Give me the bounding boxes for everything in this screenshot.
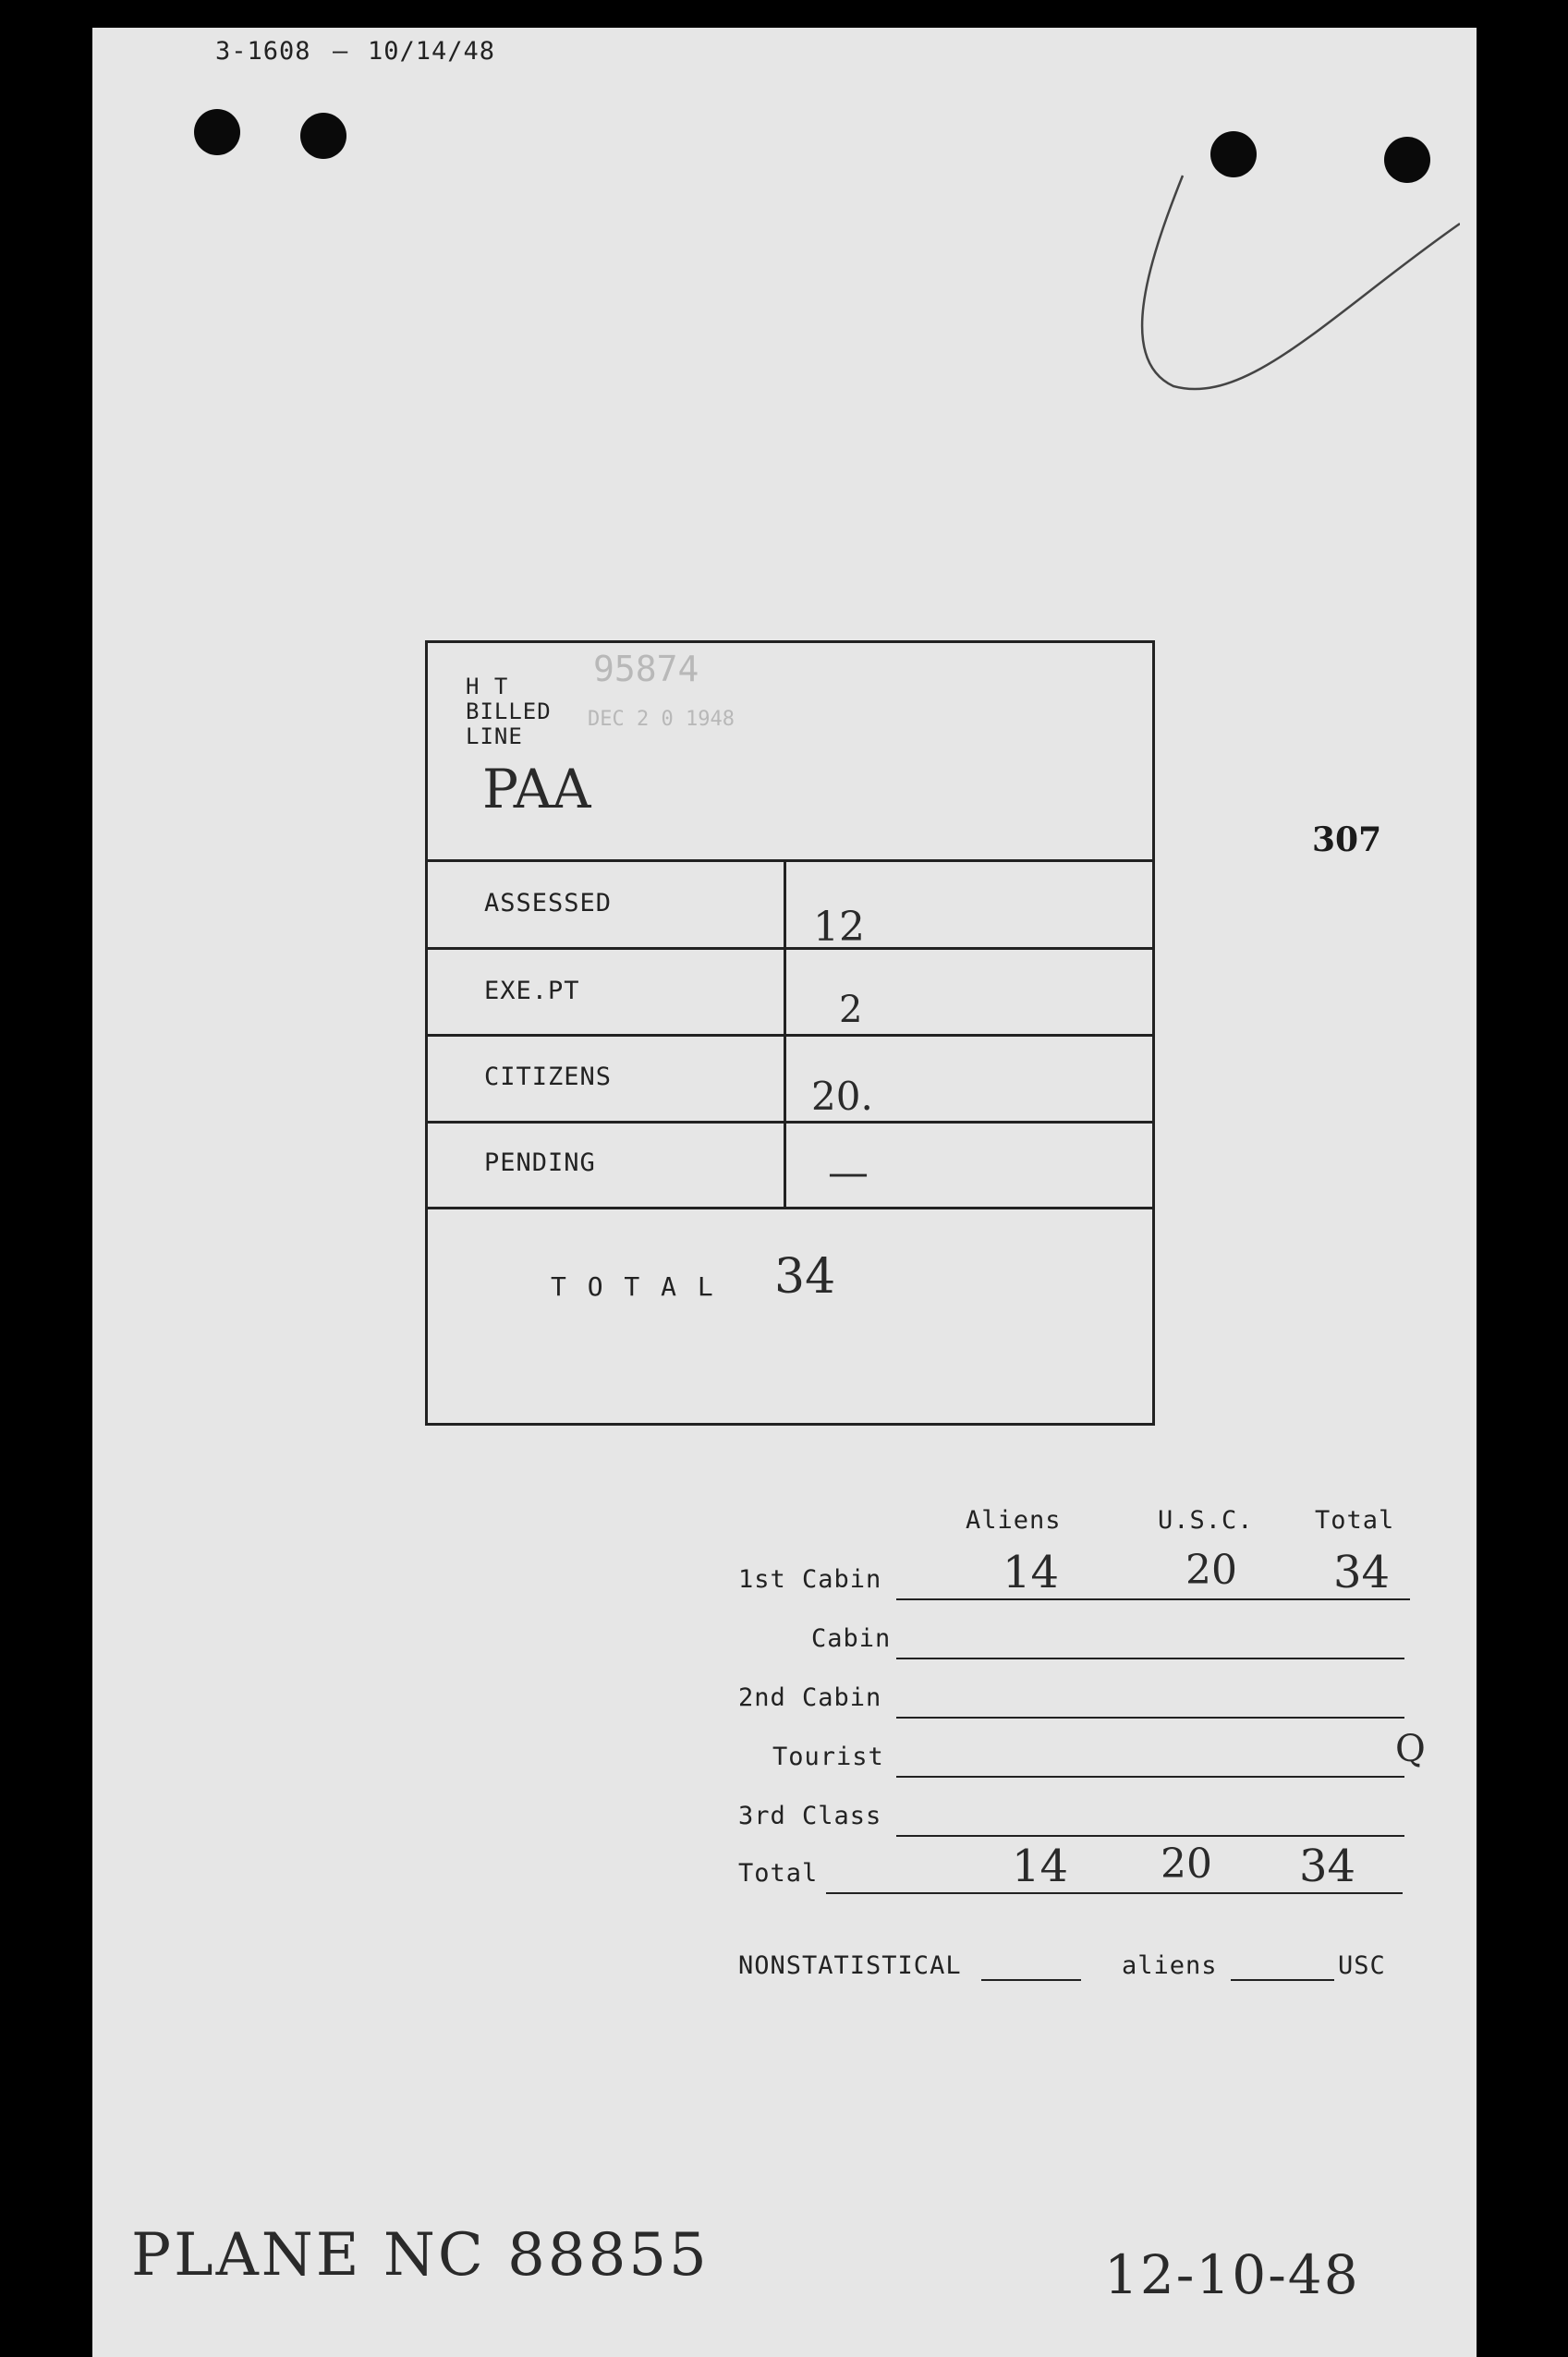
line-value: PAA [482,758,591,820]
underline [981,1979,1081,1981]
page-number: 307 [1312,820,1382,859]
underline [896,1717,1404,1719]
table-rule [428,1121,1152,1124]
table-column-divider [784,859,786,1209]
table-rule [428,947,1152,950]
header-dash: – [333,37,349,66]
underline [896,1598,1410,1600]
row-label-assessed: ASSESSED [484,889,613,917]
footer-date: 12-10-48 [1104,2243,1360,2306]
row-label-pending: PENDING [484,1148,596,1177]
row-value-exempt: 2 [839,989,863,1031]
row-value-pending: — [828,1149,869,1197]
cell-total-total: 34 [1299,1841,1356,1892]
row-label-citizens: CITIZENS [484,1063,613,1091]
document-page [92,28,1477,2357]
row-label-total: Total [738,1859,819,1888]
header-date: 10/14/48 [368,37,496,66]
stamp-label-line: LINE [466,723,523,749]
plane-number: PLANE NC 88855 [131,2221,710,2290]
row-label-3rd-class: 3rd Class [738,1802,882,1830]
column-header-usc: U.S.C. [1158,1506,1254,1535]
underline [826,1892,1403,1894]
row-label-cabin: Cabin [811,1624,892,1653]
row-label-tourist: Tourist [772,1743,884,1771]
nonstatistical-usc-label: USC [1338,1951,1386,1980]
table-rule [428,859,1152,862]
column-header-aliens: Aliens [966,1506,1062,1535]
table-rule [428,1034,1152,1037]
cell-1st-cabin-total: 34 [1333,1547,1391,1598]
underline [896,1658,1404,1659]
underline [896,1776,1404,1778]
column-header-total: Total [1315,1506,1395,1535]
file-number: 3-1608 [215,37,311,66]
row-label-2nd-cabin: 2nd Cabin [738,1683,882,1712]
nonstatistical-label: NONSTATISTICAL [738,1951,962,1980]
nonstatistical-aliens-label: aliens [1122,1951,1218,1980]
stamp-label-ht: H T [466,674,509,699]
stamp-label-billed: BILLED [466,699,552,724]
row-label-exempt: EXE.PT [484,977,580,1005]
row-label-1st-cabin: 1st Cabin [738,1565,882,1594]
punch-hole [300,113,346,159]
row-value-assessed: 12 [813,904,865,951]
stamp-billed-date: DEC 2 0 1948 [588,708,735,731]
stamp-number: 95874 [593,649,699,689]
cell-total-aliens: 14 [1012,1841,1069,1892]
table-rule [428,1207,1152,1209]
underline [896,1835,1404,1837]
stamp-labels [466,674,552,749]
pencil-check-mark [1090,139,1460,434]
cell-total-usc: 20 [1161,1841,1212,1888]
underline [1231,1979,1334,1981]
cell-tourist-total: Q [1395,1728,1426,1770]
cell-1st-cabin-usc: 20 [1185,1547,1237,1594]
total-label: T O T A L [551,1271,716,1302]
cell-1st-cabin-aliens: 14 [1003,1547,1060,1598]
row-value-citizens: 20. [811,1074,873,1119]
punch-hole [194,109,240,155]
total-value: 34 [774,1249,836,1305]
